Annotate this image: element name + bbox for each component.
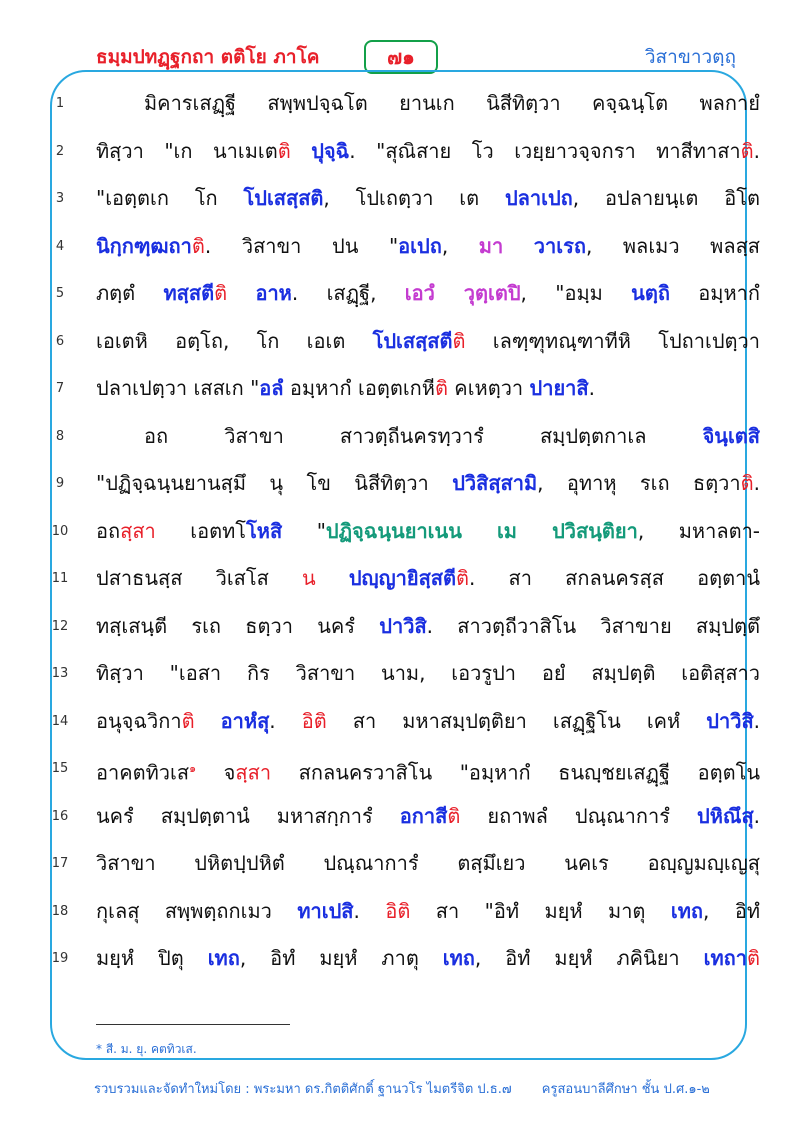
text-segment: . "สุณิสาย โว เวยฺยาวจฺจกรา ทาสีทาสา — [349, 138, 741, 163]
highlighted-word: ปุจฺฉิ — [311, 138, 350, 163]
line-text — [96, 555, 760, 602]
text-segment: เอตทโ — [155, 518, 247, 543]
text-segment: , "อมฺม — [520, 281, 632, 305]
highlighted-word: อลํ — [259, 376, 284, 400]
text-segment: . — [753, 803, 761, 828]
highlighted-word: ๑ — [189, 762, 197, 775]
highlighted-word: ติ — [447, 803, 461, 828]
highlighted-word: ปหิณึสุ — [697, 803, 754, 828]
highlighted-word: มา — [478, 233, 504, 258]
highlighted-word: น — [302, 566, 316, 590]
page-footer — [94, 1078, 736, 1099]
text-segment: "ปฏิจฺฉนฺนยานสฺมึ นุ โข นิสีทิตฺวา — [96, 471, 453, 495]
line-text — [96, 175, 760, 222]
highlighted-word: ติ — [191, 233, 205, 258]
text-segment: ปลาเปตฺวา เสสเก " — [96, 376, 260, 400]
highlighted-word: อาห — [255, 281, 292, 305]
text-line — [40, 793, 761, 840]
highlighted-word: ปลาเปถ — [504, 186, 573, 210]
text-segment: สา มหาสมฺปตฺติยา เสฏฺฐิโน เคหํ — [326, 708, 707, 733]
text-segment: , โปเถตฺวา เต — [323, 186, 505, 210]
text-line — [40, 840, 760, 887]
line-text — [96, 80, 760, 127]
line-text — [96, 745, 760, 797]
text-segment: สกลนครวาสิโน "อมฺหากํ ธนญฺชยเสฏฺฐี อตฺตโน — [271, 760, 761, 785]
highlighted-word: ติ — [434, 376, 448, 400]
text-line — [40, 128, 761, 175]
text-segment: กุเลสุ สพฺพตฺถกเมว — [96, 898, 298, 923]
text-segment: . — [753, 138, 761, 163]
text-line — [40, 650, 760, 697]
line-text — [96, 888, 760, 935]
highlighted-word: ติ — [214, 281, 228, 305]
highlighted-word: เทถ — [442, 946, 475, 970]
line-number: 16 — [51, 808, 69, 824]
line-number: 17 — [51, 856, 69, 871]
text-line — [40, 745, 761, 792]
book-title: ธมฺมปทฏฺฐกถา ตติโย ภาโค — [96, 46, 320, 68]
page-number: ๗๑ — [364, 40, 438, 74]
text-segment: จ — [196, 760, 236, 785]
line-number: 2 — [55, 143, 65, 159]
text-segment: ทิสฺวา "เอสา กิร วิสาขา นาม, เอวรูปา อยํ สมฺปตฺติ เอติสฺสาว — [96, 661, 760, 685]
text-segment: . — [753, 471, 760, 495]
line-number: 7 — [55, 381, 65, 396]
highlighted-word: ปฏิจฺฉนฺนยาเนน เม ปวิสนฺติยา — [325, 518, 638, 543]
highlighted-word: ปายาสิ — [529, 376, 589, 400]
text-segment: . วิสาขา ปน " — [204, 233, 399, 258]
text-line — [40, 555, 760, 602]
highlighted-word: นิกฺกฑฺฒถา — [96, 233, 192, 258]
text-line — [40, 318, 760, 365]
line-text — [96, 413, 760, 460]
text-segment — [195, 709, 221, 733]
text-segment: , อุทาหุ รเถ ธตฺวา — [537, 471, 741, 495]
text-segment: อาคตทิวเส — [96, 760, 190, 785]
line-number: 15 — [51, 761, 69, 776]
text-segment: "เอตฺตเก โก — [96, 186, 244, 210]
highlighted-word: ปาวิสิ — [706, 708, 754, 733]
text-segment: , พลเมว พลสฺส — [585, 233, 761, 258]
highlighted-word: นตฺถิ — [631, 281, 670, 305]
text-segment: มิคารเสฏฺฐี สพฺพปจฺฉโต ยานเก นิสีทิตฺวา คจฺฉนฺโต พลกายํ — [144, 91, 760, 115]
text-segment: อมฺหากํ — [669, 281, 761, 305]
text-line — [40, 365, 740, 412]
line-number: 10 — [51, 523, 69, 539]
text-line — [40, 603, 760, 650]
highlighted-word: อิติ — [385, 898, 411, 923]
text-line — [40, 413, 760, 460]
text-segment: อมฺหากํ เอตฺตเกหี — [283, 376, 435, 400]
highlighted-word: ติ — [456, 566, 469, 590]
chapter-title: วิสาขาวตฺถุ — [644, 46, 736, 68]
text-segment: อถ วิสาขา สาวตฺถีนครทฺวารํ สมฺปตฺตกาเล — [144, 423, 703, 448]
line-number: 8 — [55, 428, 65, 444]
text-line — [40, 80, 760, 127]
line-text — [96, 840, 760, 887]
footnote: * สี. ม. ยุ. คตทิวเส. — [96, 1042, 197, 1056]
text-segment: คเหตฺวา — [447, 376, 530, 400]
text-segment: วิสาขา ปหิตปฺปหิตํ ปณฺณาการํ ตสฺมึเยว นคเร อญฺญมญฺเญสุ — [96, 851, 760, 875]
highlighted-word: สฺสา — [120, 518, 156, 543]
highlighted-word: ปาวิสิ — [379, 613, 427, 638]
text-segment: . — [588, 376, 595, 400]
text-segment: ทสฺเสนฺตี รเถ ธตฺวา นครํ — [96, 613, 380, 638]
footnote-rule — [96, 1024, 290, 1025]
line-text — [96, 270, 760, 317]
text-line — [40, 175, 760, 222]
highlighted-word: โปเสสฺสตี — [372, 328, 453, 353]
highlighted-word: อิติ — [301, 708, 327, 733]
text-segment: , มหาลตา- — [637, 518, 761, 543]
highlighted-word: ติ — [746, 946, 760, 970]
text-segment: , อิทํ — [703, 898, 761, 923]
highlighted-word: เทถา — [703, 946, 747, 970]
line-number: 5 — [55, 286, 65, 301]
line-number: 19 — [51, 951, 69, 966]
footer-teacher: ครูสอนบาลีศึกษา ชั้น ป.ศ.๑-๒ — [541, 1082, 710, 1097]
highlighted-word: ติ — [740, 138, 754, 163]
highlighted-word: ทาเปสิ — [297, 898, 354, 923]
text-line — [40, 888, 761, 935]
text-segment: , อปลายนฺเต อิโต — [572, 186, 760, 210]
highlighted-word: สฺสา — [235, 760, 272, 785]
line-text — [96, 318, 760, 365]
text-line — [40, 460, 760, 507]
line-number: 9 — [55, 476, 65, 491]
text-segment: ปสาธนสฺส วิเสโส — [96, 566, 302, 590]
text-line — [40, 935, 760, 982]
text-segment: " — [282, 518, 326, 543]
highlighted-word: โหสิ — [246, 518, 283, 543]
line-text — [96, 223, 760, 270]
text-segment: อถ — [96, 518, 121, 543]
line-text — [96, 128, 760, 175]
text-segment: ทิสฺวา "เก นาเมเต — [96, 138, 278, 163]
line-number: 11 — [51, 571, 69, 586]
highlighted-word: ติ — [740, 471, 754, 495]
highlighted-word: โปเสสฺสติ — [243, 186, 324, 210]
highlighted-word: จินฺเตสิ — [702, 423, 760, 448]
highlighted-word: ปวิสิสฺสามิ — [452, 471, 538, 495]
text-segment: . สาวตฺถีวาสิโน วิสาขาย สมฺปตฺตึ — [426, 613, 760, 638]
highlighted-word: ทสฺสตี — [163, 281, 215, 305]
text-segment: สา "อิทํ มยฺหํ มาตุ — [410, 898, 671, 923]
text-line — [40, 223, 761, 270]
highlighted-word: ติ — [452, 328, 466, 353]
text-line — [40, 508, 761, 555]
line-number: 6 — [55, 333, 65, 349]
line-number: 18 — [51, 903, 69, 919]
text-segment: อนุจฺฉวิกา — [96, 708, 182, 733]
text-segment — [316, 566, 349, 590]
text-segment — [291, 139, 312, 163]
line-number: 1 — [55, 96, 65, 111]
footer-compiler: รวบรวมและจัดทำใหม่โดย : พระมหา ดร.กิตติศักดิ์ ฐานวโร ไมตรีจิต ป.ธ.๗ — [94, 1082, 512, 1097]
line-text — [96, 935, 760, 982]
line-text — [96, 603, 760, 650]
text-segment: เลฑฺฑุทณฺฑาทีหิ โปถาเปตฺวา — [465, 328, 760, 353]
highlighted-word: เอวํ วุตฺเตปิ — [404, 281, 521, 305]
text-segment: , อิทํ มยฺหํ ภคินิยา — [474, 946, 704, 970]
line-number: 14 — [51, 713, 69, 729]
highlighted-word: อเปถ — [398, 233, 442, 258]
line-text — [96, 365, 760, 412]
line-text — [96, 793, 760, 840]
highlighted-word: เทถ — [207, 946, 240, 970]
highlighted-word: ปญฺญายิสฺสตี — [348, 566, 456, 590]
text-segment: . — [269, 708, 302, 733]
text-segment: . สา สกลนครสฺส อตฺตานํ — [469, 566, 760, 590]
line-text — [96, 650, 760, 697]
line-text — [96, 698, 760, 745]
highlighted-word: วาเรถ — [533, 233, 586, 258]
text-segment: เอเตหิ อตฺโถ, โก เอเต — [96, 328, 373, 353]
text-segment: . — [753, 708, 761, 733]
highlighted-word: อาหํสุ — [220, 708, 270, 733]
highlighted-word: ติ — [277, 138, 291, 163]
text-segment: ภตฺตํ — [96, 281, 164, 305]
line-number: 12 — [51, 618, 69, 634]
line-number: 4 — [55, 238, 65, 254]
text-line — [40, 270, 761, 317]
text-segment — [503, 234, 534, 258]
text-segment: นครํ สมฺปตฺตานํ มหาสกฺการํ — [96, 803, 400, 828]
line-number: 3 — [55, 191, 65, 206]
line-text — [96, 508, 760, 555]
text-segment — [227, 281, 255, 305]
line-number: 13 — [51, 666, 69, 681]
highlighted-word: อกาสี — [399, 803, 448, 828]
text-segment: , — [441, 233, 479, 258]
text-line — [40, 698, 761, 745]
highlighted-word: ติ — [181, 708, 195, 733]
text-segment: , อิทํ มยฺหํ ภาตุ — [239, 946, 443, 970]
line-text — [96, 460, 760, 507]
text-segment: . — [353, 898, 386, 923]
text-segment: ยถาพลํ ปณฺณาการํ — [460, 803, 698, 828]
highlighted-word: เทถ — [670, 898, 704, 923]
text-segment: . เสฏฺฐี, — [291, 281, 405, 305]
text-segment: มยฺหํ ปิตุ — [96, 946, 208, 970]
